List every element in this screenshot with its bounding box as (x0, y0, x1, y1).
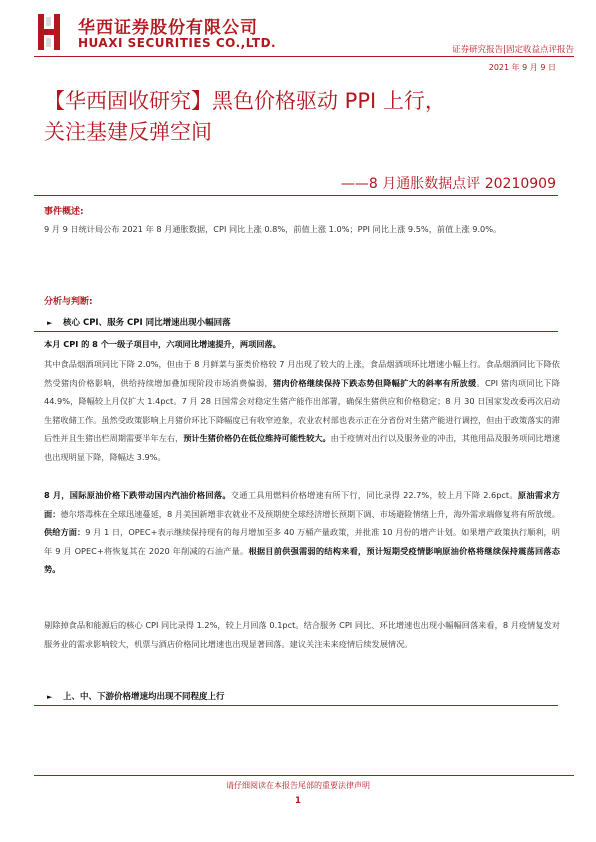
footer-divider (34, 775, 574, 776)
paragraph-oil (44, 486, 560, 579)
event-heading: 事件概述: (44, 207, 84, 217)
paragraph-core-cpi: 剔除掉食品和能源后的核心 CPI 同比录得 1.2%，较上月回落 0.1pct。结合服务 CPI 同比、环比增速也出现小幅幅回落来看，8 月疫情复发对服务业的需求影响较大，机票与酒店价格同比增速也出现显著回落。建议关注未来疫情后续发展情况。 (44, 620, 560, 649)
paragraph-cpi-summary-text: 本月 CPI 的 8 个一级子项目中，六项同比增速提升，两项回落。 (44, 339, 281, 349)
text-run-bold: 原油需求方面： (44, 490, 560, 519)
report-title-line-1: 【华西固收研究】黑色价格驱动 PPI 上行， (44, 89, 446, 113)
bullet-arrow-icon: ► (47, 319, 53, 327)
text-run: 德尔塔毒株在全球迅速蔓延，8 月美国新增非农就业不及预期使全球经济增长预期下调、市场避险情绪上升，海外需求端修复将有所放缓。 (60, 508, 560, 519)
text-run-bold: 供给方面： (44, 527, 86, 538)
legal-notice: 请仔细阅读在本报告尾部的重要法律声明 (226, 781, 370, 790)
report-title (44, 86, 564, 148)
header-divider (34, 56, 574, 57)
text-run-bold: 猪肉价格继续保持下跌态势但降幅扩大的斜率有所放缓 (272, 377, 477, 388)
title-divider (34, 195, 558, 196)
paragraph-food-pork (44, 355, 560, 467)
bullet-upstream-prices-text: 上、中、下游价格增速均出现不同程度上行 (63, 692, 225, 702)
text-run: 。CPI 猪肉项同比下降 44.9%，降幅较上月仅扩大 1.4pct。7 月 28 日国常会对稳定生猪产能作出部署，确保生猪供应和价格稳定；8 月 30 日国家发改委再次启动生猪收储工作。虽然受政策影响上月猪价环比下降幅度已有收窄迹象，农业农村部也表示正在分省份对生猪产能进行调控，但由于政策落实的滞后性并且生猪出栏周期需要半年左右， (44, 377, 560, 444)
report-title-line-2: 关注基建反弹空间 (44, 120, 212, 144)
bullet-divider (34, 705, 558, 706)
bullet-core-cpi-text: 核心 CPI、服务 CPI 同比增速出现小幅回落 (63, 318, 231, 328)
text-run: 由于疫情对出行以及服务业的冲击，其他用品及服务项同比增速也出现明显下降，降幅达 3.9%。 (44, 433, 560, 462)
text-run-bold: 根据目前供强需弱的结构来看，预计短期受疫情影响原油价格将继续保持震荡回落态势。 (44, 545, 560, 575)
paragraph-cpi-summary (44, 335, 560, 354)
bullet-core-cpi (47, 316, 231, 328)
company-name-en: HUAXI SECURITIES CO.,LTD. (78, 36, 277, 50)
report-subtitle: ——8 月通胀数据点评 20210909 (340, 176, 556, 192)
report-type-label: 证券研究报告|固定收益点评报告 (452, 45, 574, 55)
text-run: 交通工具用燃料价格增速有所下行，同比录得 22.7%，较上月下降 2.6pct。 (230, 490, 518, 500)
bullet-arrow-icon: ► (47, 693, 53, 701)
analysis-heading: 分析与判断: (44, 297, 93, 307)
text-run-bold: 预计生猪价格仍在低位维持可能性较大。 (183, 433, 331, 444)
bullet-upstream-prices (47, 690, 225, 702)
bullet-divider (34, 331, 558, 332)
report-date: 2021 年 9 月 9 日 (488, 63, 556, 72)
text-run: 9 月 1 日，OPEC+表示继续保持现有的每月增加至多 40 万桶产量政策，并批准 10 月份的增产计划。如果增产政策执行顺利，明年 9 月 OPEC+将恢复其在 2020 年削减的石油产量。 (44, 527, 560, 556)
text-run: 其中食品烟酒项同比下降 2.0%，但由于 8 月鲜菜与蛋类价格较 7 月出现了较大的上涨，食品烟酒项环比增速小幅上行。食品烟酒同比下降依然受猪肉价格影响，供给持续增加叠加现阶段市场消费偏弱， (44, 359, 560, 388)
huaxi-logo-icon (38, 14, 60, 50)
company-name-cn: 华西证券股份有限公司 (78, 18, 258, 38)
page-number: 1 (295, 796, 301, 806)
text-run-bold: 8 月，国际原油价格下跌带动国内汽油价格回落。 (44, 490, 231, 500)
event-text: 9 月 9 日统计局公布 2021 年 8 月通胀数据，CPI 同比上涨 0.8%，前值上涨 1.0%；PPI 同比上涨 9.5%，前值上涨 9.0%。 (44, 224, 502, 234)
